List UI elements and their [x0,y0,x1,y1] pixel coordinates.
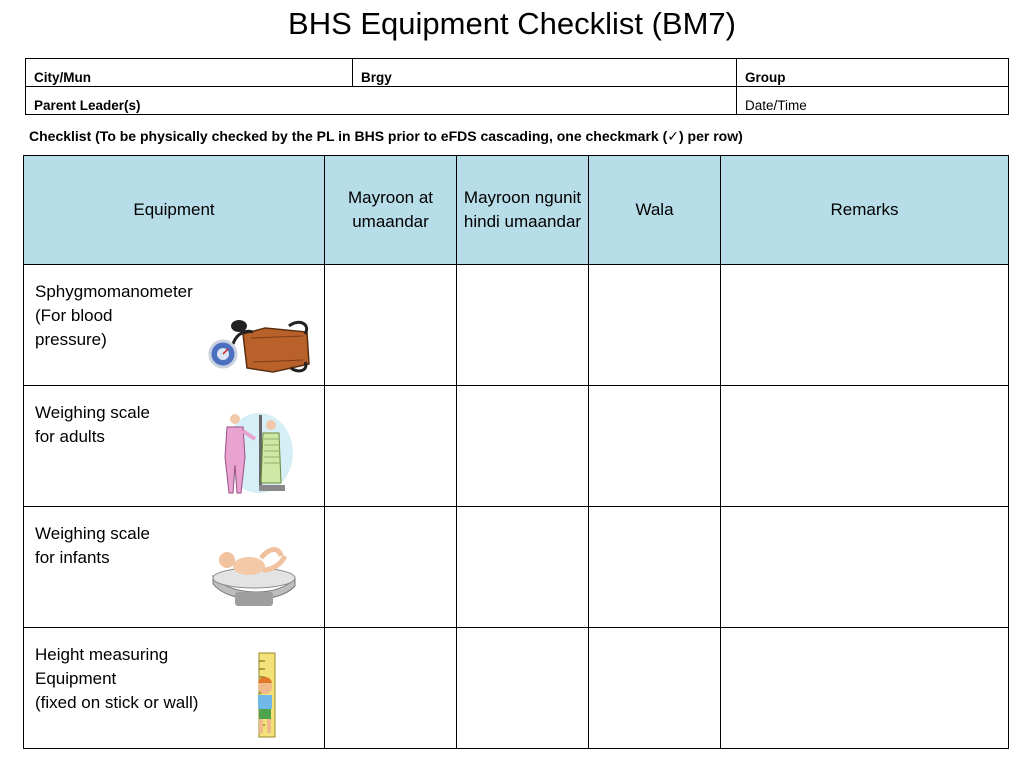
check-cell[interactable] [457,386,589,507]
checkmark-icon: ✓ [667,128,679,144]
remarks-cell[interactable] [721,265,1009,386]
equipment-label: Weighing scale for infants [35,524,150,567]
check-cell[interactable] [457,507,589,628]
header-mayroon-umaandar: Mayroon at umaandar [325,156,457,265]
check-cell[interactable] [325,386,457,507]
check-cell[interactable] [589,628,721,749]
header-wala: Wala [589,156,721,265]
remarks-cell[interactable] [721,386,1009,507]
adult-scale-icon [219,409,295,497]
checklist-instruction: Checklist (To be physically checked by the PL in BHS prior to eFDS cascading, one checkmark (✓) per row) [29,128,743,144]
page-title: BHS Equipment Checklist (BM7) [288,6,736,41]
check-cell[interactable] [325,507,457,628]
check-cell[interactable] [589,507,721,628]
check-cell[interactable] [589,265,721,386]
infant-scale-icon [209,542,299,608]
header-equipment: Equipment [24,156,325,265]
info-table [25,58,1009,115]
city-mun-field[interactable]: City/Mun [26,59,353,87]
group-field[interactable]: Group [737,59,1009,87]
equipment-label: Sphygmomanometer (For blood pressure) [35,282,193,349]
remarks-cell[interactable] [721,628,1009,749]
table-row [24,265,1009,386]
parent-leader-field[interactable]: Parent Leader(s) [26,87,737,115]
check-cell[interactable] [457,265,589,386]
header-remarks: Remarks [721,156,1009,265]
brgy-field[interactable]: Brgy [353,59,737,87]
table-row [24,507,1009,628]
check-cell[interactable] [325,628,457,749]
height-measure-icon [251,651,283,739]
sphygmomanometer-icon [203,318,313,376]
table-row [24,628,1009,749]
remarks-cell[interactable] [721,507,1009,628]
checklist-table [23,155,1009,749]
table-row [24,386,1009,507]
equipment-label: Height measuring Equipment (fixed on stick or wall) [35,645,199,712]
check-cell[interactable] [589,386,721,507]
check-cell[interactable] [457,628,589,749]
date-time-field[interactable]: Date/Time [737,87,1009,115]
check-cell[interactable] [325,265,457,386]
header-mayroon-hindi-umaandar: Mayroon ngunit hindi umaandar [457,156,589,265]
equipment-label: Weighing scale for adults [35,403,150,446]
